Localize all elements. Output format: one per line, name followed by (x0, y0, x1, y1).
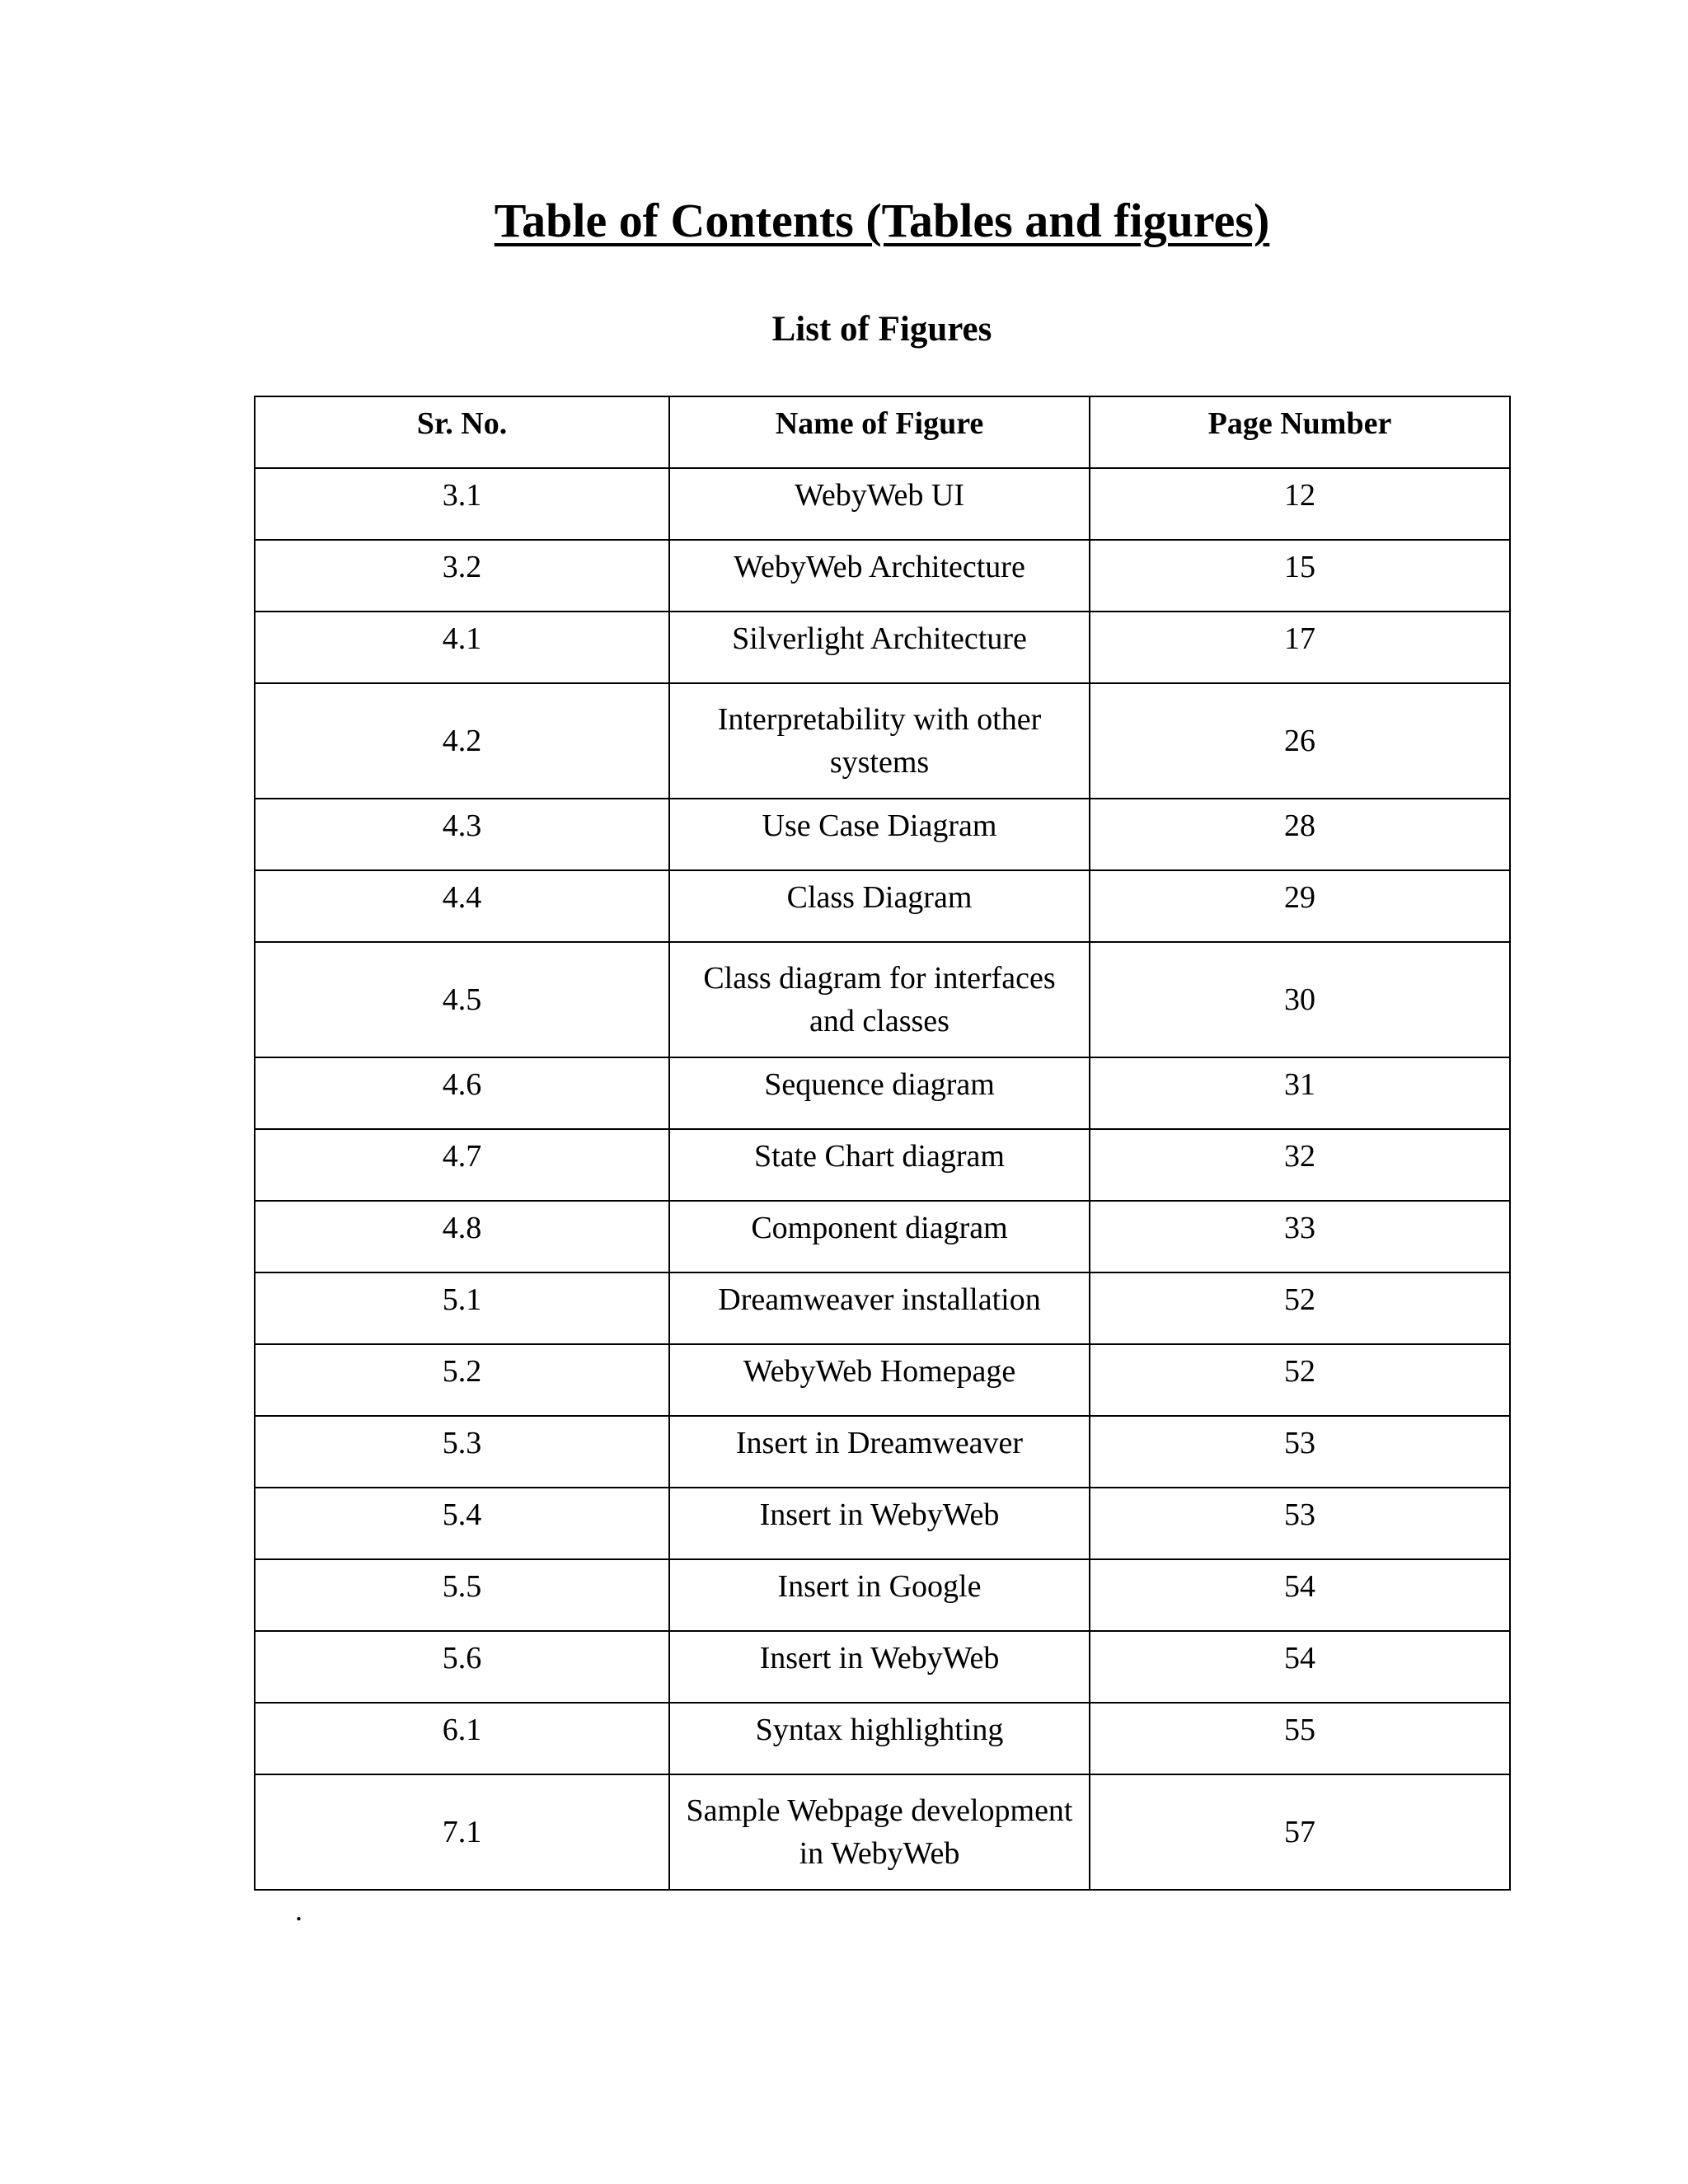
cell-sr-no: 7.1 (255, 1774, 669, 1890)
table-row (255, 1416, 1510, 1488)
cell-figure-name: Class Diagram (669, 870, 1090, 942)
cell-sr-no: 4.8 (255, 1201, 669, 1272)
cell-page-number: 53 (1090, 1488, 1510, 1559)
figures-table (254, 396, 1511, 1891)
table-row (255, 1344, 1510, 1416)
cell-figure-name: Insert in WebyWeb (669, 1631, 1090, 1703)
cell-sr-no: 4.3 (255, 799, 669, 870)
cell-page-number: 15 (1090, 540, 1510, 612)
page-title: Table of Contents (Tables and figures) (494, 194, 1270, 247)
cell-sr-no: 4.1 (255, 612, 669, 683)
cell-page-number: 54 (1090, 1631, 1510, 1703)
cell-page-number: 26 (1090, 683, 1510, 799)
cell-page-number: 30 (1090, 942, 1510, 1057)
cell-page-number: 28 (1090, 799, 1510, 870)
cell-page-number: 52 (1090, 1272, 1510, 1344)
cell-page-number: 52 (1090, 1344, 1510, 1416)
header-name-of-figure: Name of Figure (669, 396, 1090, 468)
cell-page-number: 54 (1090, 1559, 1510, 1631)
cell-figure-name: Sample Webpage development in WebyWeb (669, 1774, 1090, 1890)
cell-sr-no: 5.5 (255, 1559, 669, 1631)
cell-sr-no: 3.1 (255, 468, 669, 540)
cell-figure-name: Class diagram for interfaces and classes (669, 942, 1090, 1057)
cell-page-number: 29 (1090, 870, 1510, 942)
table-row (255, 1774, 1510, 1890)
cell-page-number: 55 (1090, 1703, 1510, 1774)
table-row (255, 870, 1510, 942)
list-of-figures-heading: List of Figures (771, 310, 992, 349)
table-row (255, 1201, 1510, 1272)
header-page-number: Page Number (1090, 396, 1510, 468)
cell-sr-no: 4.7 (255, 1129, 669, 1201)
cell-figure-name: WebyWeb Homepage (669, 1344, 1090, 1416)
cell-page-number: 33 (1090, 1201, 1510, 1272)
trailing-period: . (295, 1894, 302, 1927)
cell-sr-no: 6.1 (255, 1703, 669, 1774)
table-header-row (255, 396, 1510, 468)
cell-figure-name: Sequence diagram (669, 1057, 1090, 1129)
table-row (255, 1703, 1510, 1774)
cell-page-number: 12 (1090, 468, 1510, 540)
table-row (255, 1129, 1510, 1201)
cell-figure-name: Insert in WebyWeb (669, 1488, 1090, 1559)
header-sr-no: Sr. No. (255, 396, 669, 468)
cell-sr-no: 5.6 (255, 1631, 669, 1703)
table-row (255, 468, 1510, 540)
cell-page-number: 31 (1090, 1057, 1510, 1129)
cell-sr-no: 4.6 (255, 1057, 669, 1129)
table-row (255, 540, 1510, 612)
cell-figure-name: Interpretability with other systems (669, 683, 1090, 799)
table-row (255, 1057, 1510, 1129)
table-row (255, 799, 1510, 870)
cell-sr-no: 4.2 (255, 683, 669, 799)
table-row (255, 942, 1510, 1057)
cell-page-number: 57 (1090, 1774, 1510, 1890)
cell-figure-name: WebyWeb UI (669, 468, 1090, 540)
cell-sr-no: 3.2 (255, 540, 669, 612)
cell-figure-name: Syntax highlighting (669, 1703, 1090, 1774)
table-row (255, 1631, 1510, 1703)
cell-figure-name: Insert in Google (669, 1559, 1090, 1631)
table-row (255, 1559, 1510, 1631)
cell-sr-no: 5.3 (255, 1416, 669, 1488)
table-row (255, 612, 1510, 683)
cell-figure-name: Insert in Dreamweaver (669, 1416, 1090, 1488)
table-row (255, 1272, 1510, 1344)
cell-page-number: 53 (1090, 1416, 1510, 1488)
cell-figure-name: State Chart diagram (669, 1129, 1090, 1201)
cell-figure-name: Dreamweaver installation (669, 1272, 1090, 1344)
cell-figure-name: Silverlight Architecture (669, 612, 1090, 683)
cell-figure-name: Use Case Diagram (669, 799, 1090, 870)
cell-sr-no: 5.4 (255, 1488, 669, 1559)
cell-figure-name: WebyWeb Architecture (669, 540, 1090, 612)
cell-sr-no: 4.5 (255, 942, 669, 1057)
cell-sr-no: 5.1 (255, 1272, 669, 1344)
cell-sr-no: 5.2 (255, 1344, 669, 1416)
table-row (255, 1488, 1510, 1559)
table-row (255, 683, 1510, 799)
cell-figure-name: Component diagram (669, 1201, 1090, 1272)
cell-page-number: 17 (1090, 612, 1510, 683)
cell-page-number: 32 (1090, 1129, 1510, 1201)
cell-sr-no: 4.4 (255, 870, 669, 942)
